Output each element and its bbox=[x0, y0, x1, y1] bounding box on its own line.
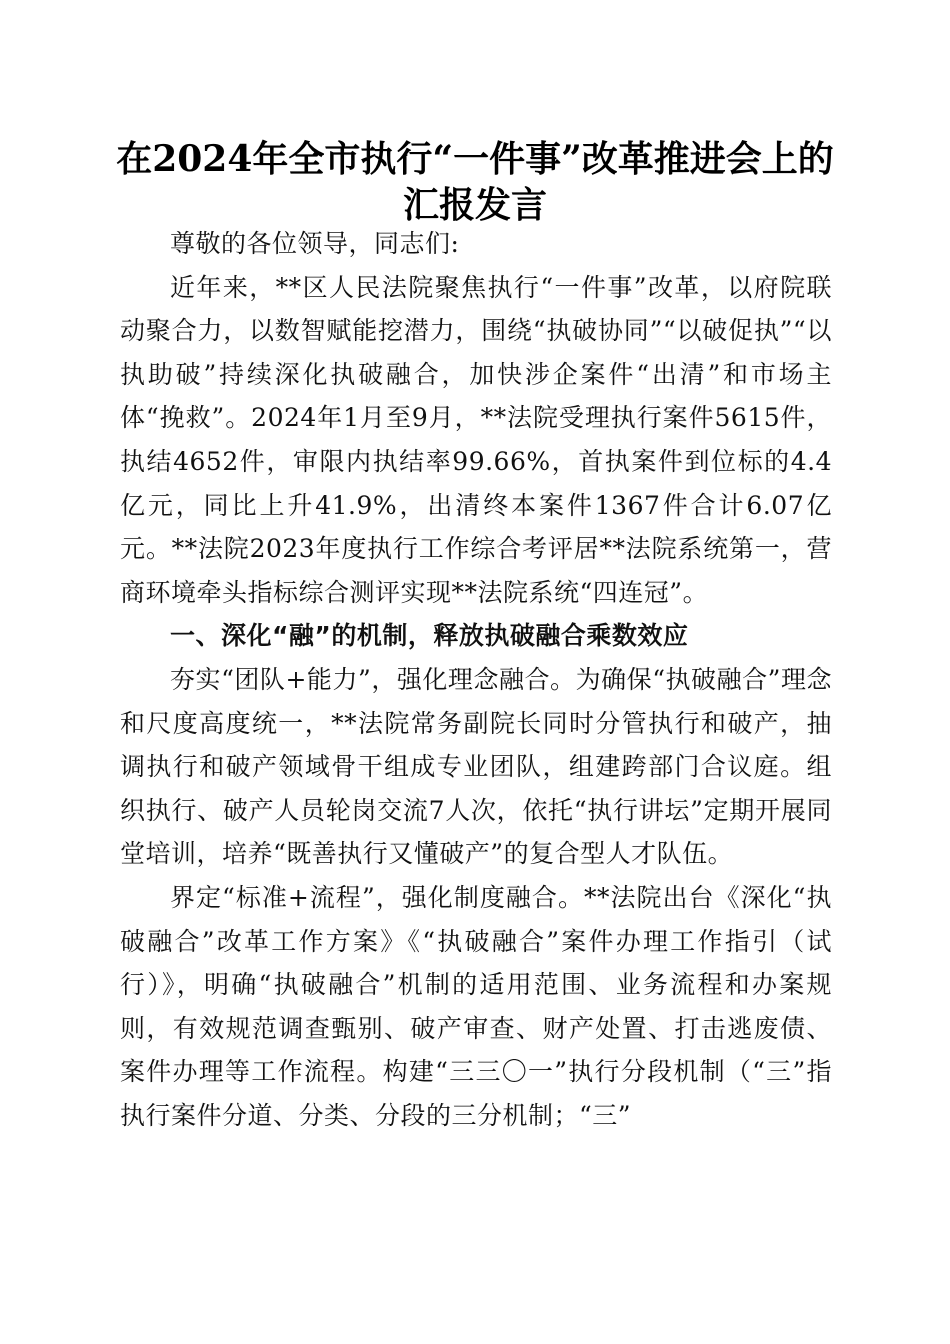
salutation: 尊敬的各位领导，同志们: bbox=[170, 229, 460, 258]
section1-paragraph-2: 界定“标准+流程”，强化制度融合。**法院出台《深化“执破融合”改革工作方案》《“执破融合”案件办理工作指引（试行）》，明确“执破融合”机制的适用范围、业务流程和办案规则，有效规范调查甄别、破产审查、财产处置、打击逃废债、案件办理等工作流程。构建“三三〇一”执行分段机制（“三”指执行案件分道、分类、分段的三分机制；“三” bbox=[120, 882, 832, 1130]
section-heading-1: 一、深化“融”的机制，释放执破融合乘数效应 bbox=[170, 621, 689, 651]
section1-paragraph-1: 夯实“团队+能力”，强化理念融合。为确保“执破融合”理念和尺度高度统一，**法院常务副院长同时分管执行和破产，抽调执行和破产领域骨干组成专业团队，组建跨部门合议庭。组织执行、破产人员轮岗交流7人次，依托“执行讲坛”定期开展同堂培训，培养“既善执行又懂破产”的复合型人才队伍。 bbox=[120, 664, 832, 869]
intro-paragraph: 近年来，**区人民法院聚焦执行“一件事”改革，以府院联动聚合力，以数智赋能挖潜力，围绕“执破协同”“以破促执”“以执助破”持续深化执破融合，加快涉企案件“出清”和市场主体“挽救”。2024年1月至9月，**法院受理执行案件5615件，执结4652件，审限内执结率99.66%，首执案件到位标的4.4亿元，同比上升41.9%，出清终本案件1367件合计6.07亿元。**法院2023年度执行工作综合考评居**法院系统第一，营商环境牵头指标综合测评实现**法院系统“四连冠”。 bbox=[120, 272, 832, 607]
document-body bbox=[120, 222, 832, 1137]
document-title: 在2024年全市执行“一件事”改革推进会上的汇报发言 bbox=[116, 138, 834, 226]
